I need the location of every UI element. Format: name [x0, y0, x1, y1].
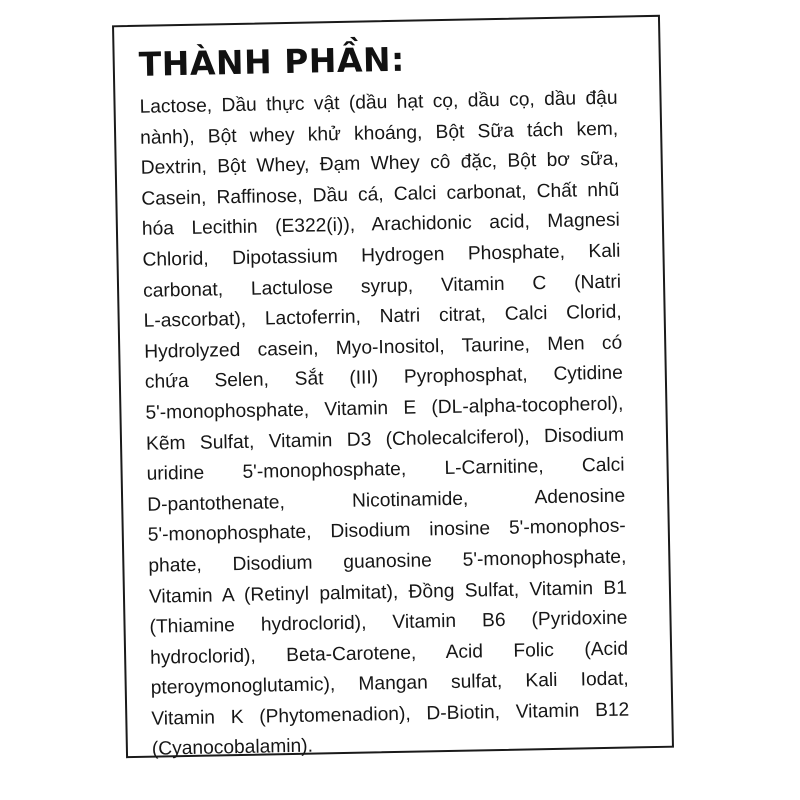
ingredient-line: L-ascorbat), Lactoferrin, Natri citrat, Calci Clorid,	[143, 301, 622, 332]
ingredient-line: Vitamin A (Retinyl palmitat), Đồng Sulfat, Vitamin B1	[148, 577, 628, 608]
ingredients-label	[112, 15, 674, 761]
ingredient-line: 5'-monophosphate, Disodium inosine 5'-monophos-	[147, 515, 626, 547]
ingredient-line: uridine 5'-monophosphate, L-Carnitine, Calci	[146, 454, 625, 485]
ingredient-line: 5'-monophosphate, Vitamin E (DL-alpha-tocopherol),	[145, 393, 624, 424]
ingredient-line: nành), Bột whey khử khoáng, Bột Sữa tách kem,	[139, 118, 619, 149]
ingredient-line: pteroymonoglutamic), Mangan sulfat, Kali Iodat,	[150, 668, 629, 699]
ingredients-text	[139, 84, 630, 766]
ingredient-line: Chlorid, Dipotassium Hydrogen Phosphate, Kali	[142, 240, 621, 271]
ingredient-line: Kẽm Sulfat, Vitamin D3 (Cholecalciferol), Disodium	[145, 424, 625, 455]
ingredient-line: carbonat, Lactulose syrup, Vitamin C (Natri	[142, 271, 622, 302]
ingredient-line: hydroclorid), Beta-Carotene, Acid Folic (Acid	[149, 638, 629, 669]
ingredient-line: Lactose, Dầu thực vật (dầu hạt cọ, dầu cọ, dầu đậu	[139, 87, 618, 118]
label-heading: THÀNH PHẦN:	[138, 39, 406, 84]
ingredient-line: chứa Selen, Sắt (III) Pyrophosphat, Cytidine	[144, 362, 623, 394]
ingredient-line: (Thiamine hydroclorid), Vitamin B6 (Pyridoxine	[149, 607, 628, 638]
ingredient-line: (Cyanocobalamin).	[151, 736, 314, 761]
ingredient-line: Vitamin K (Phytomenadion), D-Biotin, Vitamin B12	[151, 699, 630, 730]
ingredient-line: hóa Lecithin (E322(i)), Arachidonic acid, Magnesi	[141, 209, 621, 241]
ingredient-line: Dextrin, Bột Whey, Đạm Whey cô đặc, Bột bơ sữa,	[140, 148, 619, 179]
ingredient-line: D-pantothenate, Nicotinamide, Adenosine	[147, 485, 626, 516]
ingredient-line: phate, Disodium guanosine 5'-monophosphate,	[148, 546, 627, 577]
ingredient-line: Hydrolyzed casein, Myo-Inositol, Taurine, Men có	[144, 332, 623, 363]
ingredient-line: Casein, Raffinose, Dầu cá, Calci carbonat, Chất nhũ	[141, 179, 620, 210]
